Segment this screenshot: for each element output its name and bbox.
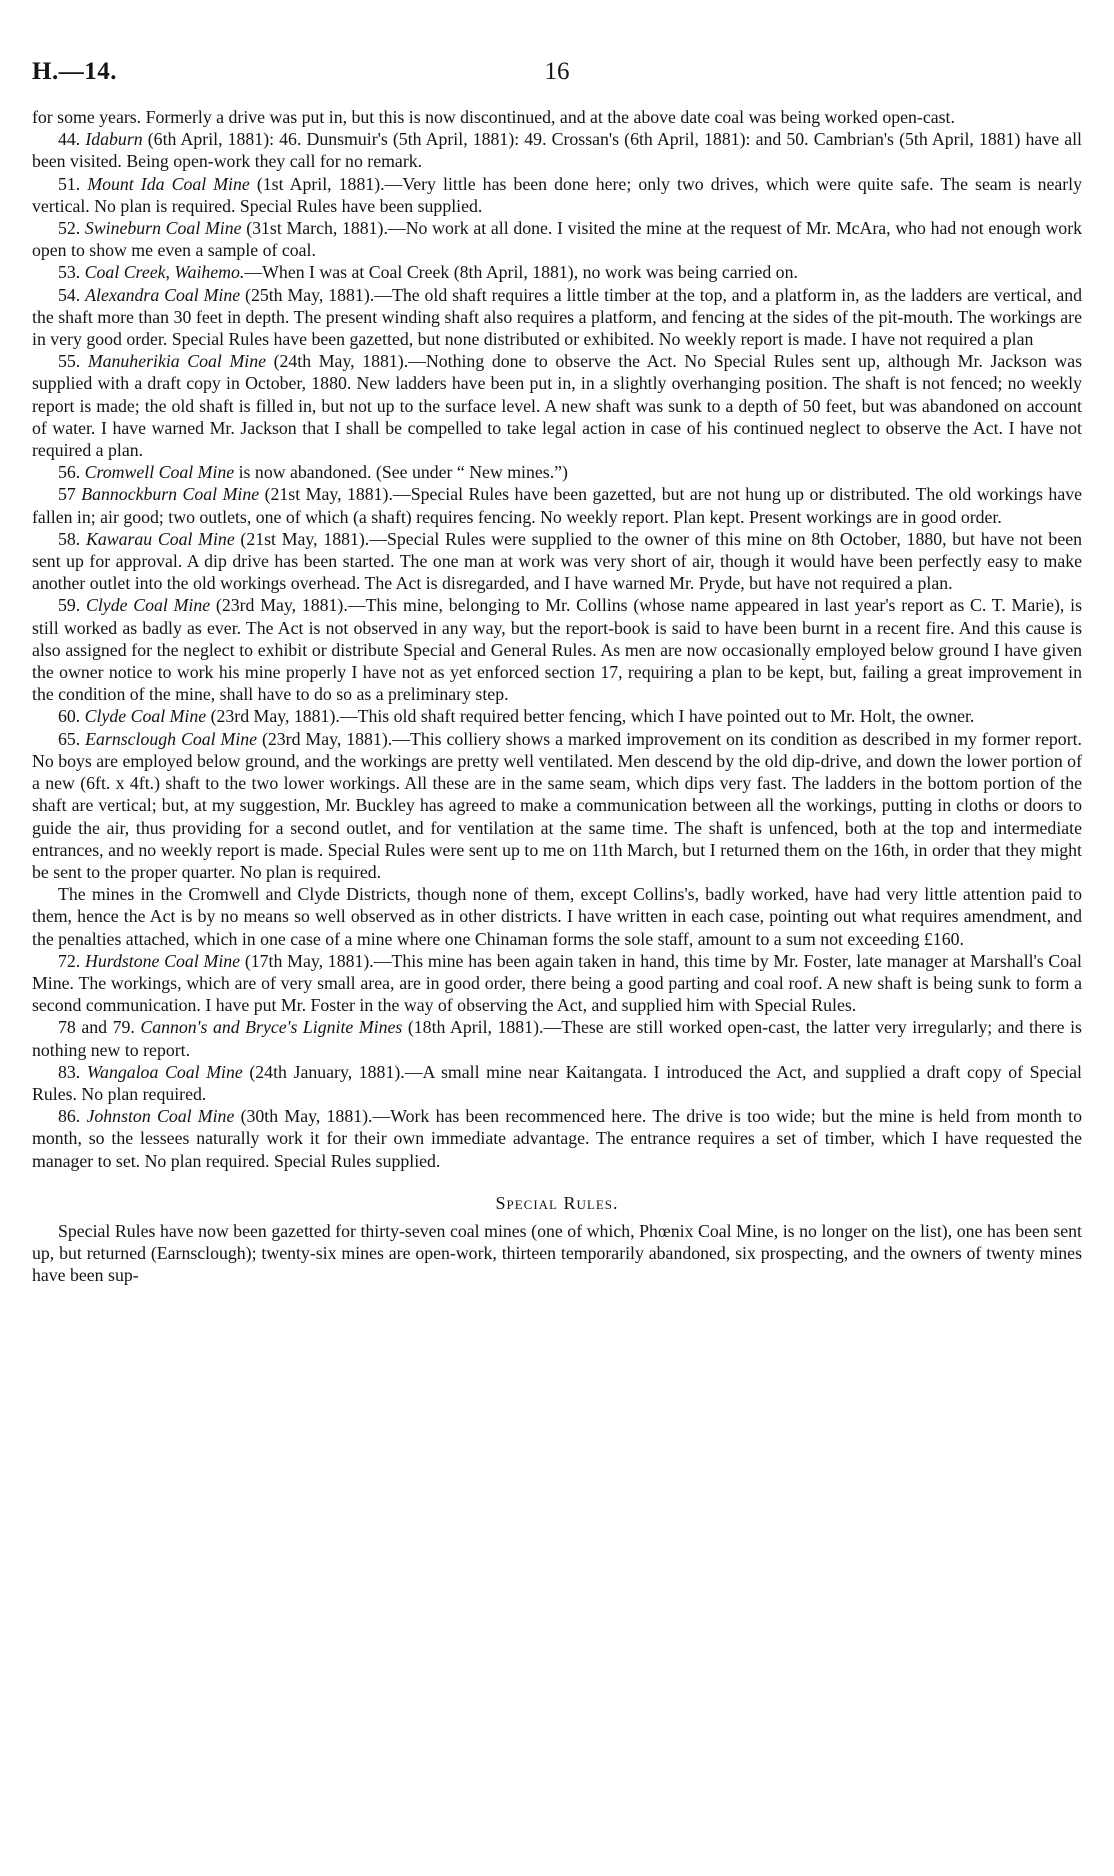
- paragraph-number: 78 and 79.: [58, 1017, 141, 1038]
- paragraph-number: 51.: [58, 173, 88, 194]
- paragraph: [32, 705, 1082, 727]
- paragraph: [32, 728, 1082, 883]
- paragraph-number: 54.: [58, 284, 86, 305]
- mine-name: Coal Creek, Waihemo.: [84, 262, 245, 283]
- paragraph: [32, 284, 1082, 351]
- paragraph-text: (21st May, 1881).—Special Rules were supplied to the owner of this mine on 8th October, 1880, but have not been sent up for approval. A dip drive has been started. The one man at work was very short of air, though it would have been perfectly easy to make another outlet into the old workings overhead. The Act is disregarded, and I have warned Mr. Pryde, but have not required a plan.: [32, 528, 1083, 594]
- paragraph: [32, 483, 1082, 527]
- paragraph: [32, 173, 1082, 217]
- mine-name: Hurdstone Coal Mine: [85, 950, 241, 971]
- mine-name: Swineburn Coal Mine: [84, 218, 242, 239]
- paragraph-number: 58.: [58, 528, 86, 549]
- paragraph: [32, 106, 1082, 128]
- paragraph-number: 60.: [58, 706, 85, 727]
- paragraph: [32, 528, 1082, 595]
- document-reference: H.—14.: [32, 58, 117, 85]
- mine-name: Cromwell Coal Mine: [84, 462, 235, 483]
- paragraph-text: (23rd May, 1881).—This old shaft required better fencing, which I have pointed out to Mr. Holt, the owner.: [206, 706, 975, 727]
- paragraph: [32, 261, 1082, 283]
- paragraph-text: (23rd May, 1881).—This mine, belonging to Mr. Collins (whose name appeared in last year's report as C. T. Marie), is still worked as badly as ever. The Act is not observed in any way, but the report-book is said to have been burnt in a recent fire. And this cause is also assigned for the neglect to exhibit or distribute Special and General Rules. As men are now occasionally employed below ground I have given the owner notice to work his mine properly I have not as yet enforced section 17, requiring a plan to be kept, but, failing a great improvement in the condition of the mine, shall have to do so as a preliminary step.: [32, 595, 1082, 705]
- paragraph-number: 57: [58, 484, 82, 505]
- paragraph-number: 52.: [58, 218, 85, 239]
- mine-name: Wangaloa Coal Mine: [86, 1061, 243, 1082]
- paragraph-number: 83.: [58, 1061, 87, 1082]
- document-page: [32, 58, 1082, 1858]
- paragraph-number: 59.: [58, 595, 86, 616]
- paragraph: [32, 128, 1082, 172]
- paragraph: [32, 350, 1082, 461]
- paragraph-text: (18th April, 1881).—These are still worked open-cast, the latter very irregularly; and there is nothing new to report.: [32, 1017, 1082, 1060]
- paragraph-text: (17th May, 1881).—This mine has been again taken in hand, this time by Mr. Foster, late manager at Marshall's Coal Mine. The workings, which are of very small area, are in good order, there being a good parting and coal roof. A new shaft is being sunk to form a second communication. I have put Mr. Foster in the way of observing the Act, and supplied him with Special Rules.: [32, 950, 1082, 1016]
- report-body: [32, 106, 1082, 1287]
- mine-name: Earnsclough Coal Mine: [85, 728, 258, 749]
- mine-name: Clyde Coal Mine: [84, 706, 207, 727]
- paragraph-text: (23rd May, 1881).—This colliery shows a marked improvement on its condition as described in my former report. No boys are employed below ground, and the workings are pretty well ventilated. Men descend by the old dip-drive, and down the lower portion of a new (6ft. x 4ft.) shaft to the two lower workings. All these are in the same seam, which dips very fast. The ladders in the bottom portion of the shaft are vertical; but, at my suggestion, Mr. Buckley has agreed to make a communication between all the workings, putting in cloths or doors to guide the air, thus providing for a second outlet, and for ventilation at the same time. The shaft is unfenced, both at the top and intermediate entrances, and no weekly report is made. Special Rules were sent up to me on 11th March, but I returned them on the 16th, in order that they might be sent to the proper quarter. No plan is required.: [32, 728, 1083, 882]
- paragraph-text: (30th May, 1881).—Work has been recommenced here. The drive is too wide; but the mine is held from month to month, so the lessees naturally work it for their own immediate advantage. The entrance requires a set of timber, which I have requested the manager to set. No plan required. Special Rules supplied.: [32, 1106, 1083, 1171]
- paragraph: [32, 1105, 1082, 1172]
- paragraph-text: Special Rules have now been gazetted for thirty-seven coal mines (one of which, Phœnix Coal Mine, is no longer on the list), one has been sent up, but returned (Earnsclough); twenty-six mines are open-work, thirteen temporarily abandoned, six prospecting, and the owners of twenty mines have been sup-: [32, 1220, 1082, 1286]
- paragraph-text: (24th May, 1881).—Nothing done to observe the Act. No Special Rules sent up, although Mr. Jackson was supplied with a draft copy in October, 1880. New ladders have been put in, in a slightly overhanging position. The shaft is not fenced; no weekly report is made; the old shaft is filled in, but not up to the surface level. A new shaft was sunk to a depth of 50 feet, but was abandoned on account of water. I have warned Mr. Jackson that I shall be compelled to take legal action in case of his continued neglect to observe the Act. I have not required a plan.: [32, 351, 1082, 461]
- paragraph: [32, 217, 1082, 261]
- mine-name: Kawarau Coal Mine: [85, 528, 235, 549]
- paragraph: [32, 1016, 1082, 1060]
- paragraph-number: 53.: [58, 262, 85, 283]
- section-heading: Special Rules.: [495, 1192, 619, 1213]
- paragraph: [32, 950, 1082, 1017]
- paragraph-number: 86.: [58, 1106, 87, 1127]
- paragraph-number: 55.: [58, 351, 88, 372]
- paragraph-text: The mines in the Cromwell and Clyde Districts, though none of them, except Collins's, badly worked, have had very little attention paid to them, hence the Act is by no means so well observed as in other districts. I have written in each case, pointing out what requires amendment, and the penalties attached, which in one case of a mine where one Chinaman forms the sole staff, amount to a sum not exceeding £160.: [32, 884, 1082, 949]
- mine-name: Cannon's and Bryce's Lignite Mines: [140, 1017, 403, 1038]
- paragraph-number: 56.: [58, 462, 85, 483]
- page-header: [32, 58, 1082, 106]
- paragraph-text: (25th May, 1881).—The old shaft requires a little timber at the top, and a platform in, as the ladders are vertical, and the shaft more than 30 feet in depth. The present winding shaft also requires a platform, and fencing at the sides of the pit-mouth. The workings are in very good order. Special Rules have been gazetted, but none distributed or exhibited. No weekly report is made. I have not required a plan: [32, 284, 1083, 350]
- paragraph-text: (6th April, 1881): 46. Dunsmuir's (5th April, 1881): 49. Crossan's (6th April, 1881): and 50. Cambrian's (5th April, 1881) have all been visited. Being open-work they call for no remark.: [32, 129, 1083, 172]
- paragraph: [32, 1061, 1082, 1105]
- paragraph-number: 65.: [58, 728, 86, 749]
- paragraph: [32, 461, 1082, 483]
- mine-name: Johnston Coal Mine: [86, 1106, 235, 1127]
- page-number: 16: [544, 58, 570, 85]
- mine-name: Clyde Coal Mine: [86, 595, 211, 616]
- paragraph-text: (1st April, 1881).—Very little has been done here; only two drives, which were quite safe. The seam is nearly vertical. No plan is required. Special Rules have been supplied.: [32, 173, 1082, 216]
- paragraph-text: is now abandoned. (See under “ New mines.”): [234, 462, 568, 483]
- paragraph: [32, 883, 1082, 950]
- paragraph-text: (24th January, 1881).—A small mine near Kaitangata. I introduced the Act, and supplied a draft copy of Special Rules. No plan required.: [32, 1061, 1082, 1104]
- mine-name: Alexandra Coal Mine: [85, 284, 241, 305]
- paragraph: [32, 594, 1082, 705]
- paragraph-text: —When I was at Coal Creek (8th April, 1881), no work was being carried on.: [244, 262, 798, 283]
- paragraph: [32, 1220, 1082, 1287]
- mine-name: Mount Ida Coal Mine: [87, 173, 250, 194]
- mine-name: Manuherikia Coal Mine: [87, 351, 266, 372]
- paragraph-number: 44.: [58, 129, 86, 150]
- paragraph-number: 72.: [58, 950, 85, 971]
- mine-name: Idaburn: [85, 129, 143, 150]
- paragraph-text: (31st March, 1881).—No work at all done. I visited the mine at the request of Mr. McAra, who had not enough work open to show me even a sample of coal.: [32, 218, 1082, 261]
- paragraph-text: (21st May, 1881).—Special Rules have been gazetted, but are not hung up or distributed. The old workings have fallen in; air good; two outlets, one of which (a shaft) requires fencing. No weekly report. Plan kept. Present workings are in good order.: [32, 484, 1082, 527]
- mine-name: Bannockburn Coal Mine: [81, 484, 260, 505]
- paragraph-text: for some years. Formerly a drive was put in, but this is now discontinued, and at the above date coal was being worked open-cast.: [32, 107, 955, 127]
